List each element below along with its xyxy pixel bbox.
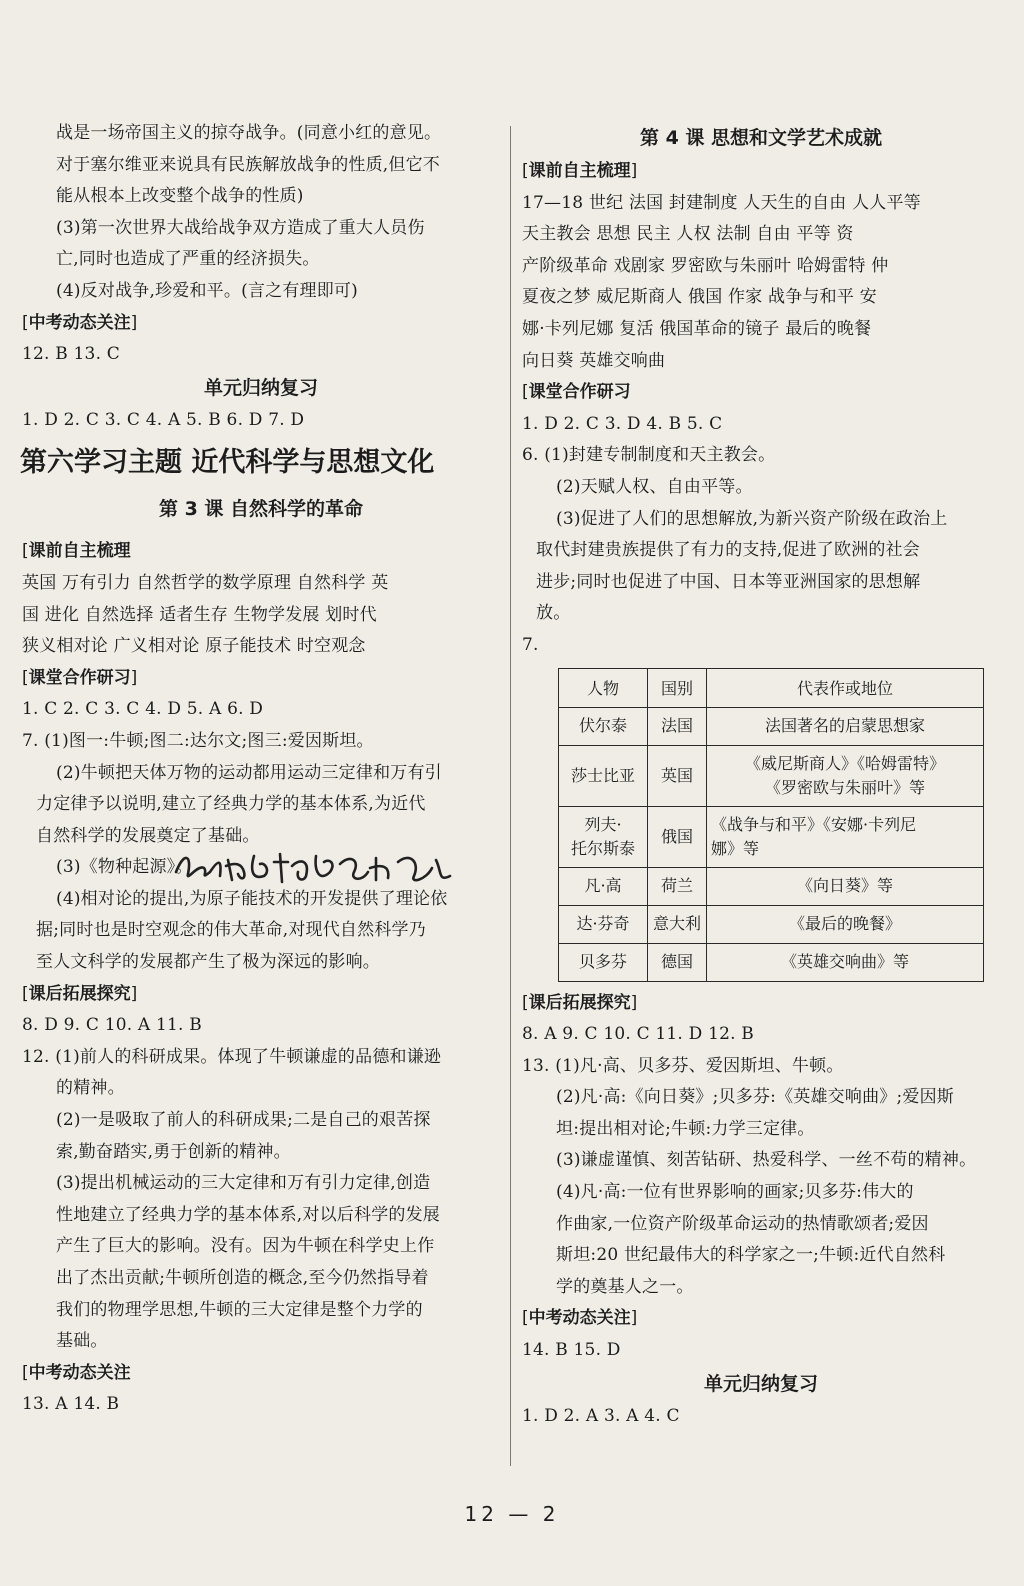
theme-title: 第六学习主题 近代科学与思想文化 bbox=[20, 447, 435, 479]
answer-line: 进步;同时也促进了中国、日本等亚洲国家的思想解 bbox=[536, 571, 921, 592]
section-heading: [中考动态关注] bbox=[522, 1308, 638, 1329]
answer-line: (4)反对战争,珍爱和平。(言之有理即可) bbox=[56, 280, 358, 301]
answer-line: 坦:提出相对论;牛顿:力学三定律。 bbox=[556, 1118, 815, 1139]
table-row bbox=[559, 806, 984, 867]
cell-person: 达·芬奇 bbox=[559, 905, 648, 943]
answer-line: 1. D 2. C 3. D 4. B 5. C bbox=[522, 413, 723, 434]
lesson-title: 第 4 课 思想和文学艺术成就 bbox=[639, 127, 883, 149]
answer-line: (3)《物种起源》。 bbox=[22, 852, 500, 884]
review-title: 单元归纳复习 bbox=[703, 1372, 818, 1395]
answer-line: 娜·卡列尼娜 复活 俄国革命的镜子 最后的晚餐 bbox=[522, 318, 872, 339]
answer-line: (2)天赋人权、自由平等。 bbox=[556, 476, 753, 497]
answer-line: (3)提出机械运动的三大定律和万有引力定律,创造 bbox=[56, 1173, 431, 1194]
header-person: 人物 bbox=[559, 668, 648, 707]
answer-line: 亡,同时也造成了严重的经济损失。 bbox=[56, 249, 320, 270]
cell-country: 英国 bbox=[648, 745, 707, 806]
table-row bbox=[559, 707, 984, 745]
answer-line: 13. (1)凡·高、贝多芬、爱因斯坦、牛顿。 bbox=[522, 1055, 844, 1076]
answer-line: 17—18 世纪 法国 封建制度 人天生的自由 人人平等 bbox=[522, 192, 921, 213]
answer-line: 作曲家,一位资产阶级革命运动的热情歌颂者;爱因 bbox=[556, 1213, 929, 1234]
answer-line: 战是一场帝国主义的掠夺战争。(同意小红的意见。 bbox=[56, 123, 442, 143]
section-heading: [中考动态关注] bbox=[22, 312, 138, 333]
cell-work: 《战争与和平》《安娜·卡列尼 娜》等 bbox=[707, 806, 984, 867]
answer-line: 12. B 13. C bbox=[22, 344, 120, 365]
cell-person: 列夫· 托尔斯泰 bbox=[559, 806, 648, 867]
answer-line: 狭义相对论 广义相对论 原子能技术 时空观念 bbox=[22, 636, 366, 657]
answer-line: 14. B 15. D bbox=[522, 1340, 621, 1361]
answer-line: (4)凡·高:一位有世界影响的画家;贝多芬:伟大的 bbox=[556, 1182, 914, 1203]
header-country: 国别 bbox=[648, 668, 707, 707]
lesson-title: 第 3 课 自然科学的革命 bbox=[158, 498, 364, 521]
answer-line: 出了杰出贡献;牛顿所创造的概念,至今仍然指导着 bbox=[56, 1268, 429, 1288]
answer-line: 基础。 bbox=[56, 1331, 108, 1352]
section-heading: [课前自主梳理 bbox=[22, 541, 131, 562]
left-column bbox=[22, 118, 500, 1421]
cell-country: 法国 bbox=[648, 707, 707, 745]
table-header-row bbox=[559, 668, 984, 707]
answer-line: 向日葵 英雄交响曲 bbox=[522, 350, 666, 371]
cell-person: 伏尔泰 bbox=[559, 707, 648, 745]
answer-line: 7. bbox=[522, 634, 539, 655]
cell-person: 凡·高 bbox=[559, 867, 648, 905]
section-heading: [课堂合作研习 bbox=[522, 382, 631, 403]
table-row bbox=[559, 745, 984, 806]
table-row bbox=[559, 905, 984, 943]
answer-line: (2)一是吸取了前人的科研成果;二是自己的艰苦探 bbox=[56, 1110, 431, 1131]
answer-line: 1. C 2. C 3. C 4. D 5. A 6. D bbox=[22, 699, 264, 720]
page-number: 12 — 2 bbox=[464, 1502, 560, 1526]
answer-line: 国 进化 自然选择 适者生存 生物学发展 划时代 bbox=[22, 604, 377, 625]
answer-line: 天主教会 思想 民主 人权 法制 自由 平等 资 bbox=[522, 224, 854, 245]
answer-line: 夏夜之梦 威尼斯商人 俄国 作家 战争与和平 安 bbox=[522, 287, 877, 308]
answer-line: 斯坦:20 世纪最伟大的科学家之一;牛顿:近代自然科 bbox=[556, 1245, 946, 1266]
review-title: 单元归纳复习 bbox=[203, 376, 318, 399]
answer-line: (2)牛顿把天体万物的运动都用运动三定律和万有引 bbox=[56, 762, 442, 783]
section-heading: [课后拓展探究] bbox=[522, 992, 638, 1013]
section-heading: [中考动态关注 bbox=[22, 1362, 131, 1383]
answer-line: 产阶级革命 戏剧家 罗密欧与朱丽叶 哈姆雷特 仲 bbox=[522, 255, 889, 276]
cell-work: 《英雄交响曲》等 bbox=[707, 943, 984, 981]
section-heading: [课后拓展探究] bbox=[22, 983, 138, 1004]
cell-work: 《向日葵》等 bbox=[707, 867, 984, 905]
section-heading: [课前自主梳理] bbox=[522, 161, 638, 181]
answer-line: 对于塞尔维亚来说具有民族解放战争的性质,但它不 bbox=[56, 154, 441, 175]
table-row bbox=[559, 867, 984, 905]
answer-line: (2)凡·高:《向日葵》;贝多芬:《英雄交响曲》;爱因斯 bbox=[556, 1087, 954, 1108]
cell-country: 荷兰 bbox=[648, 867, 707, 905]
answer-line: 索,勤奋踏实,勇于创新的精神。 bbox=[56, 1141, 291, 1162]
answer-line: 7. (1)图一:牛顿;图二:达尔文;图三:爱因斯坦。 bbox=[22, 730, 374, 751]
column-divider bbox=[510, 126, 511, 1466]
cell-person: 贝多芬 bbox=[559, 943, 648, 981]
cell-person: 莎士比亚 bbox=[559, 745, 648, 806]
works-table bbox=[558, 668, 984, 982]
answer-line: 我们的物理学思想,牛顿的三大定律是整个力学的 bbox=[56, 1299, 423, 1320]
answer-line: 自然科学的发展奠定了基础。 bbox=[36, 825, 260, 846]
answer-line: 8. A 9. C 10. C 11. D 12. B bbox=[522, 1024, 754, 1045]
cell-country: 俄国 bbox=[648, 806, 707, 867]
answer-line: 1. D 2. C 3. C 4. A 5. B 6. D 7. D bbox=[22, 409, 305, 430]
answer-line: 取代封建贵族提供了有力的支持,促进了欧洲的社会 bbox=[536, 540, 921, 561]
answer-line: 据;同时也是时空观念的伟大革命,对现代自然科学乃 bbox=[36, 920, 426, 941]
answer-line: 13. A 14. B bbox=[22, 1394, 120, 1415]
answer-line: (3)谦虚谨慎、刻苦钻研、热爱科学、一丝不苟的精神。 bbox=[556, 1150, 977, 1171]
answer-line: (3)第一次世界大战给战争双方造成了重大人员伤 bbox=[56, 217, 425, 238]
cell-country: 意大利 bbox=[648, 905, 707, 943]
answer-line: 至人文科学的发展都产生了极为深远的影响。 bbox=[36, 952, 380, 973]
answer-line: 力定律予以说明,建立了经典力学的基本体系,为近代 bbox=[36, 794, 426, 815]
answer-line: (4)相对论的提出,为原子能技术的开发提供了理论依 bbox=[56, 888, 448, 909]
cell-work: 《威尼斯商人》《哈姆雷特》 《罗密欧与朱丽叶》等 bbox=[707, 745, 984, 806]
table-row bbox=[559, 943, 984, 981]
answer-line: 1. D 2. A 3. A 4. C bbox=[522, 1405, 680, 1426]
cell-work: 法国著名的启蒙思想家 bbox=[707, 707, 984, 745]
answer-line: 6. (1)封建专制制度和天主教会。 bbox=[522, 445, 776, 466]
answer-line: 8. D 9. C 10. A 11. B bbox=[22, 1015, 202, 1036]
answer-line: 学的奠基人之一。 bbox=[556, 1276, 694, 1297]
answer-line: 产生了巨大的影响。没有。因为牛顿在科学史上作 bbox=[56, 1236, 435, 1257]
cell-country: 德国 bbox=[648, 943, 707, 981]
answer-line: 能从根本上改变整个战争的性质) bbox=[56, 186, 304, 207]
right-column bbox=[522, 120, 1000, 1432]
answer-line: 英国 万有引力 自然哲学的数学原理 自然科学 英 bbox=[22, 572, 389, 593]
cell-work: 《最后的晚餐》 bbox=[707, 905, 984, 943]
answer-line: 放。 bbox=[536, 603, 571, 624]
header-work: 代表作或地位 bbox=[707, 668, 984, 707]
answer-line: 的精神。 bbox=[56, 1078, 125, 1099]
handwriting-scribble bbox=[170, 842, 460, 890]
answer-line: 性地建立了经典力学的基本体系,对以后科学的发展 bbox=[56, 1204, 441, 1225]
answer-line: (3)促进了人们的思想解放,为新兴资产阶级在政治上 bbox=[556, 508, 948, 529]
section-heading: [课堂合作研习] bbox=[22, 667, 138, 688]
answer-line: 12. (1)前人的科研成果。体现了牛顿谦虚的品德和谦逊 bbox=[22, 1046, 442, 1067]
